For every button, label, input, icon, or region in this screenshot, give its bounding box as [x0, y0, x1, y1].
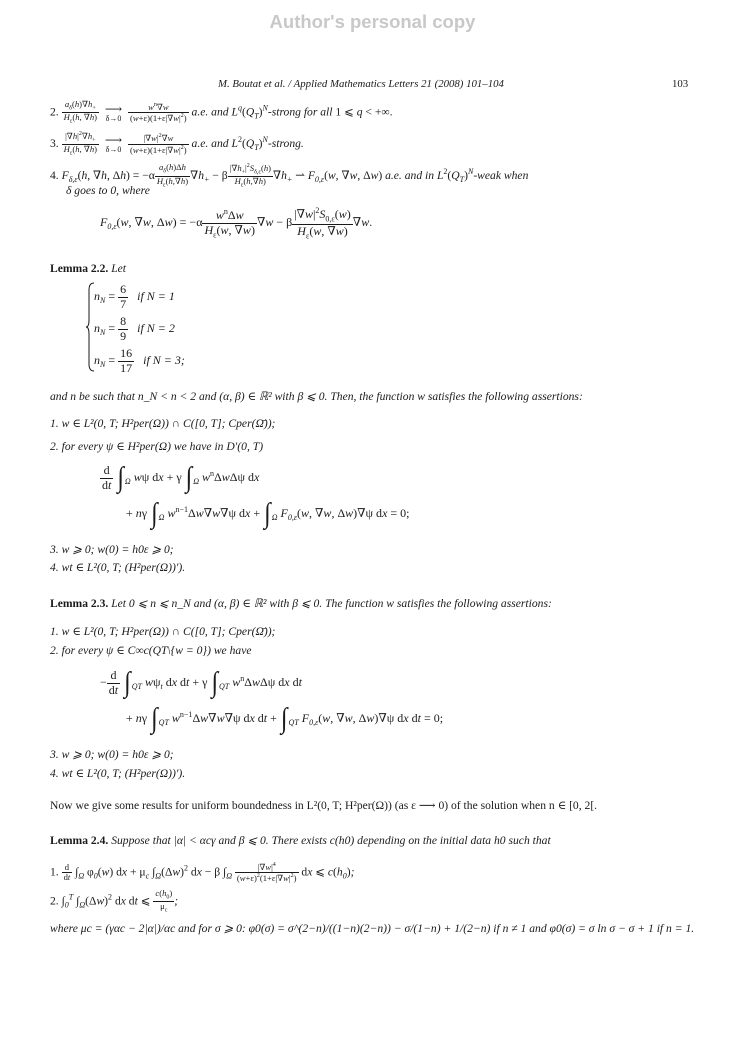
lemma-2-4-item-2: 2. $\int_0^T$ $\int_\Omega(\Delta w)^2$ dx dt ⩽ $\frac{c(h_0)}{\mu_c}$ ;: [50, 888, 179, 915]
lemma-2-2-assertion-2: 2. for every ψ ∈ H²per(Ω) we have in D′(0, T): [50, 440, 264, 453]
case-n3: $n_N$ = $\frac{16}{17}$ if N = 3;: [94, 346, 185, 375]
list-item-3: 3. $\frac{|\nabla h|^2\nabla h_+}{H_\varepsilon(h, \nabla h)}$ ⟶ δ→0 $\frac{|\nabla w|^2\nabla w}{(w+\varepsilon)(1+\varepsilon|\nabla w|^2)}$ a.e. and $L^2(Q_T)^N$-strong.: [50, 130, 304, 157]
lemma-2-2-heading: Lemma 2.2. Let: [50, 262, 127, 275]
equation-lemma23-line1: − $\frac{d}{dt}$ $\int_{QT}$ $w\psi_t$ dx dt + γ $\int_{QT}$ $w^n\Delta w\Delta\psi$ dx dt: [100, 667, 302, 699]
running-head: M. Boutat et al. / Applied Mathematics Letters 21 (2008) 101–104: [218, 78, 504, 90]
lemma-2-3-heading: Lemma 2.3. Let 0 ⩽ n ⩽ n_N and (α, β) ∈ ℝ² with β ⩽ 0. The function w satisfies the following assertions:: [50, 597, 552, 610]
lemma-2-3-assertion-3: 3. w ⩾ 0; w(0) = h0ε ⩾ 0;: [50, 748, 174, 761]
equation-lemma22-line1: $\frac{d}{dt}$ $\int_\Omega$ wψ dx + γ $\int_\Omega$ $w^n\Delta w\Delta\psi$ dx: [102, 462, 260, 494]
bridge-paragraph: Now we give some results for uniform boundedness in L²(0, T; H²per(Ω)) (as ε ⟶ 0) of the solution when n ∈ [0, 2[.: [50, 799, 598, 812]
lemma-2-2-assertion-4: 4. wt ∈ L²(0, T; (H²per(Ω))′).: [50, 561, 186, 574]
list-item-2: 2. $\frac{a_\delta(h)\nabla h_+}{H_\varepsilon(h, \nabla h)}$ ⟶ δ→0 $\frac{w^n\nabla w}{(w+\varepsilon)(1+\varepsilon|\nabla w|^2)}$ a.e. and $L^q(Q_T)^N$-strong for all 1 ⩽ q < +∞.: [50, 99, 393, 126]
lemma-2-3-assertion-4: 4. wt ∈ L²(0, T; (H²per(Ω))′).: [50, 767, 186, 780]
equation-lemma22-line2: + nγ $\int_\Omega$ $w^{n-1}\Delta w\nabla w\nabla\psi$ dx + $\int_\Omega$ $F_{0,\varepsilon}(w$, ∇w, Δw)∇ψ dx = 0;: [126, 498, 410, 530]
list-item-4: 4. $F_{\delta,\varepsilon}(h$, ∇h, Δh) = −α $\frac{a_\delta(h)\Delta h}{H_\varepsilon(h,\nabla h)}$ $\nabla h_+ - \beta$ $\frac{|\nabla h_+|^2S_{\delta,\varepsilon}(h)}{H_\varepsilon(h,\nabla h)}$ $\nabla h_+$ ⇀ $F_{0,\varepsilon}(w$, ∇w, Δw) a.e. and in $L^2(Q_T)^N$-weak when: [50, 162, 529, 189]
lemma-2-4-heading: Lemma 2.4. Suppose that |α| < αcγ and β ⩽ 0. There exists c(h0) depending on the initial data h0 such that: [50, 834, 551, 847]
lemma-2-2-assertion-1: 1. w ∈ L²(0, T; H²per(Ω)) ∩ C([0, T]; Cper(Ω̄));: [50, 417, 276, 430]
list-item-4-cont: δ goes to 0, where: [66, 184, 150, 197]
lemma-2-3-assertion-1: 1. w ∈ L²(0, T; H²per(Ω)) ∩ C([0, T]; Cper(Ω̄));: [50, 625, 276, 638]
page-number: 103: [672, 78, 689, 90]
lemma-2-2-statement: and n be such that n_N < n < 2 and (α, β) ∈ ℝ² with β ⩽ 0. Then, the function w satisfies the following assertions:: [50, 390, 583, 403]
case-n2: $n_N$ = $\frac{8}{9}$ if N = 2: [94, 314, 175, 343]
lemma-2-3-assertion-2: 2. for every ψ ∈ C∞c(QT\{w = 0}) we have: [50, 644, 252, 657]
lemma-2-2-assertion-3: 3. w ⩾ 0; w(0) = h0ε ⩾ 0;: [50, 543, 174, 556]
lemma-2-4-item-1: 1. $\frac{d}{dt}$ $\int_\Omega$ $\varphi_0(w)$ dx + $\mu_c$ $\int_\Omega(\Delta w)^2$ dx − β $\int_\Omega$ $\frac{|\nabla w|^4}{(w+\varepsilon)^2(1+\varepsilon|\nabla w|^2)}$ dx ⩽ $c(h_0)$;: [50, 861, 355, 884]
equation-lemma23-line2: + nγ $\int_{QT}$ $w^{n-1}\Delta w\nabla w\nabla\psi$ dx dt + $\int_{QT}$ $F_{0,\varepsilon}(w$, ∇w, Δw)∇ψ dx dt = 0;: [126, 703, 444, 735]
watermark: Author's personal copy: [269, 11, 476, 32]
lemma-2-4-where: where μc = (γαc − 2|α|)/αc and for σ ⩾ 0: φ0(σ) = σ^(2−n)/((1−n)(2−n)) − σ/(1−n) + 1/(2−n) if n ≠ 1 and φ0(σ) = σ ln σ − σ + 1 if n = 1.: [50, 922, 695, 935]
case-n1: $n_N$ = $\frac{6}{7}$ if N = 1: [94, 282, 175, 311]
equation-f0: $F_{0,\varepsilon}(w$, ∇w, Δw) = −α $w^n\Delta w$ $H_\varepsilon(w$, ∇w) ∇w − β $\frac{|\nabla w|^2S_{0,\varepsilon}(w)}{H_\varepsilon(w, \nabla w)}$ ∇w.: [100, 206, 373, 240]
